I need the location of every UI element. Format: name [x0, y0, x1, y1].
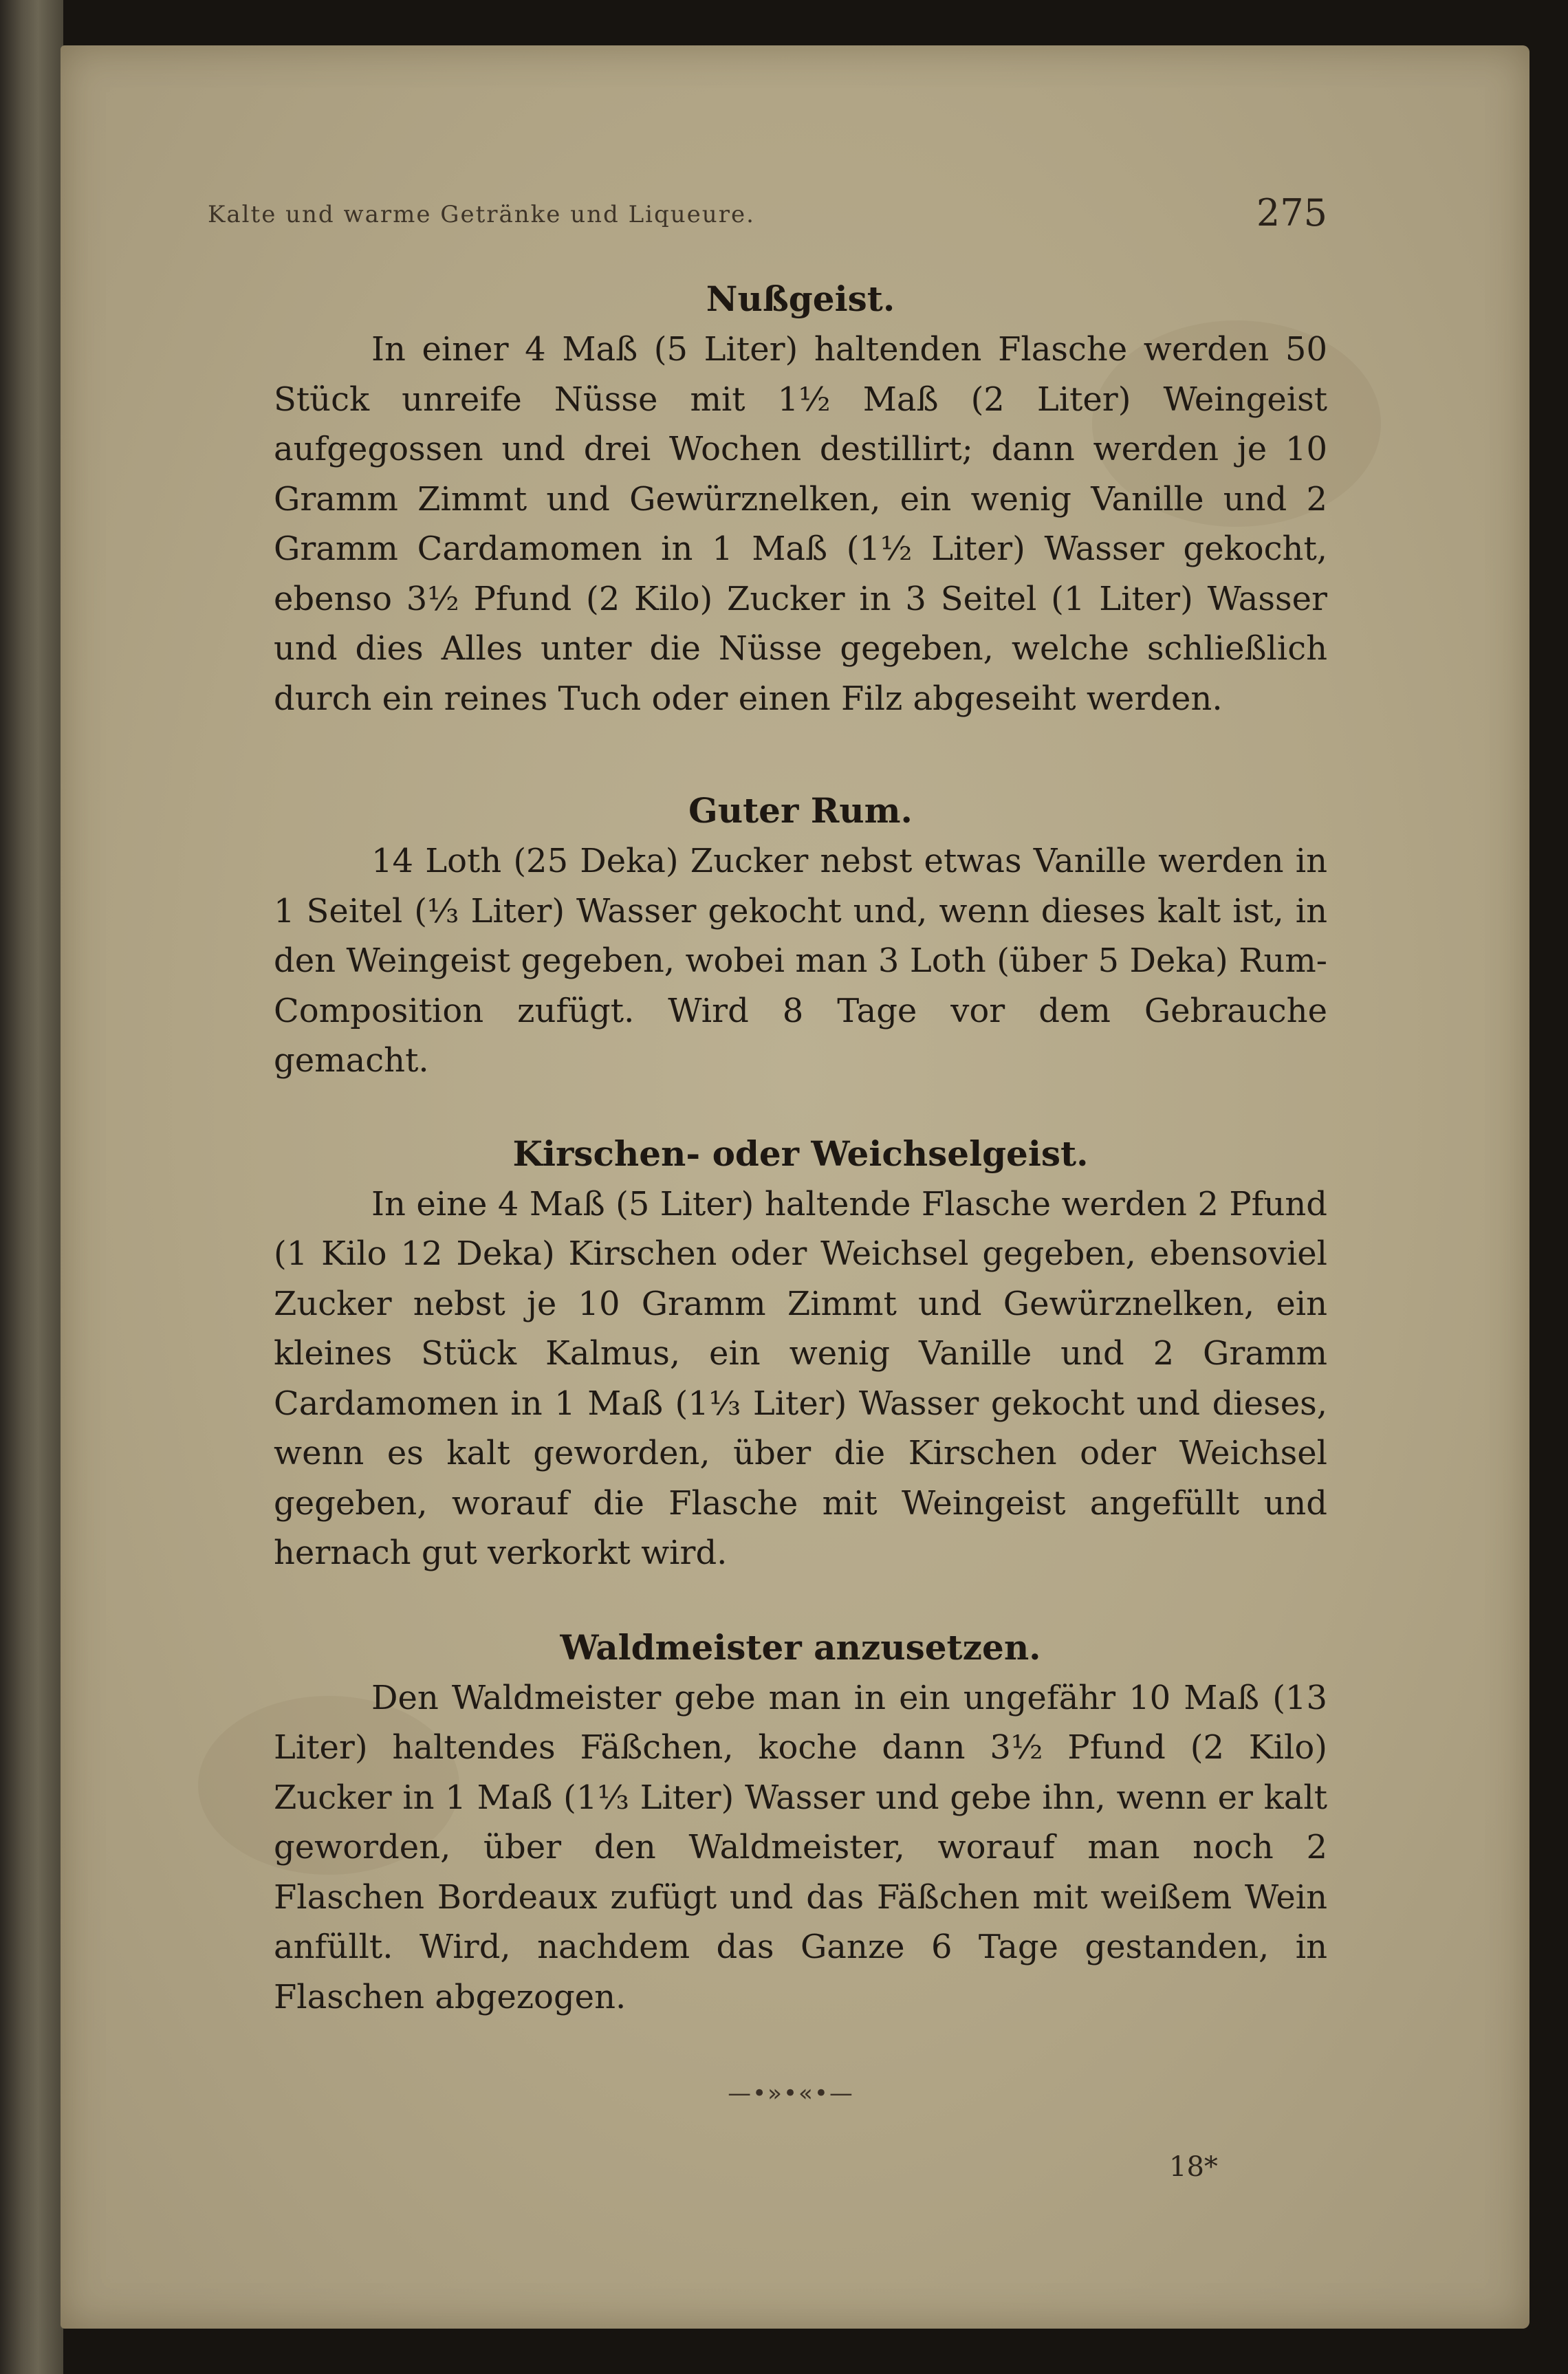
binding-edge: [0, 0, 63, 2374]
signature-mark: 18*: [1169, 2151, 1218, 2183]
section-ornament: —•»•«•—: [728, 2080, 854, 2107]
section-title-waldmeister: Waldmeister anzusetzen.: [560, 1626, 1041, 1668]
section-text-nussgeist: In einer 4 Maß (5 Liter) haltenden Flasche werden 50 Stück unreife Nüsse mit 1½ Maß (2 Liter) Weingeist aufgegossen und drei Wochen destillirt; dann werden je 10 Gramm Zimmt und Gewürznelken, ein wenig Vanille und 2 Gramm Cardamomen in 1 Maß (1½ Liter) Wasser gekocht, ebenso 3½ Pfund (2 Kilo) Zucker in 3 Seitel (1 Liter) Wasser und dies Alles unter die Nüsse gegeben, welche schließlich durch ein reines Tuch oder einen Filz abgeseiht werden.: [274, 330, 1327, 718]
page-content: [274, 274, 1327, 2022]
running-head: Kalte und warme Getränke und Liqueure.: [208, 201, 755, 228]
section-text-waldmeister: Den Waldmeister gebe man in ein ungefähr 10 Maß (13 Liter) haltendes Fäßchen, koche dann 3½ Pfund (2 Kilo) Zucker in 1 Maß (1⅓ Liter) Wasser und gebe ihn, wenn er kalt geworden, über den Waldmeister, worauf man noch 2 Flaschen Bordeaux zufügt und das Fäßchen mit weißem Wein anfüllt. Wird, nachdem das Ganze 6 Tage gestanden, in Flaschen abgezogen.: [274, 1678, 1327, 2016]
page-header: [158, 153, 1327, 235]
section-title-kirschengeist: Kirschen- oder Weichselgeist.: [512, 1133, 1089, 1174]
section-text-kirschengeist: In eine 4 Maß (5 Liter) haltende Flasche werden 2 Pfund (1 Kilo 12 Deka) Kirschen oder Weichsel gegeben, ebensoviel Zucker nebst je 10 Gramm Zimmt und Gewürznelken, ein kleines Stück Kalmus, ein wenig Vanille und 2 Gramm Cardamomen in 1 Maß (1⅓ Liter) Wasser gekocht und dieses, wenn es kalt geworden, über die Kirschen oder Weichsel gegeben, worauf die Flasche mit Weingeist angefüllt und hernach gut verkorkt wird.: [274, 1184, 1327, 1572]
section-title-nussgeist: Nußgeist.: [706, 279, 895, 319]
section-title-guter-rum: Guter Rum.: [688, 790, 913, 831]
page-number: 275: [1256, 191, 1327, 235]
section-text-guter-rum: 14 Loth (25 Deka) Zucker nebst etwas Vanille werden in 1 Seitel (⅓ Liter) Wasser gekocht und, wenn dieses kalt ist, in den Weingeist gegeben, wobei man 3 Loth (über 5 Deka) Rum-Composition zufügt. Wird 8 Tage vor dem Gebrauche gemacht.: [274, 842, 1327, 1080]
